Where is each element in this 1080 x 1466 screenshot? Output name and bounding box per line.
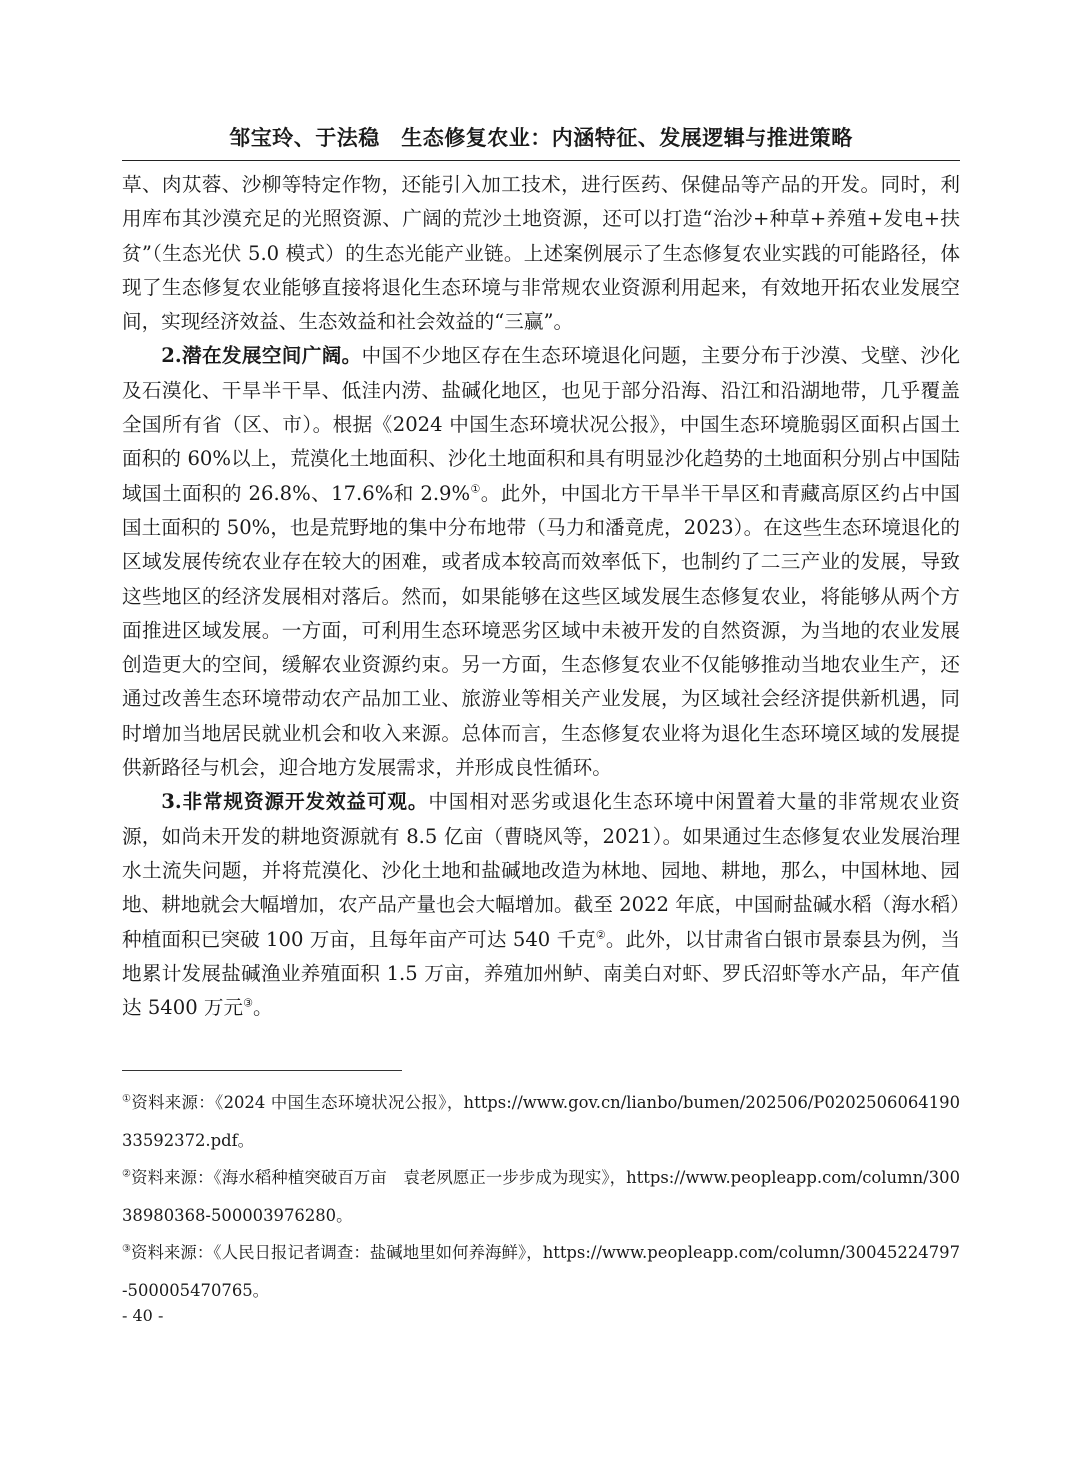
footnote-3	[122, 1234, 960, 1309]
page-number: - 40 -	[122, 1306, 164, 1325]
footnote-2-text: 资料来源：《海水稻种植突破百万亩 袁老夙愿正一步步成为现实》，https://www.peopleapp.com/column/30038980368-500003976280。	[122, 1168, 960, 1225]
footnote-ref-3[interactable]: ③	[243, 996, 253, 1010]
footnote-1-mark: ①	[122, 1093, 132, 1105]
footnote-3-mark: ③	[122, 1243, 132, 1255]
footnote-2	[122, 1159, 960, 1234]
paragraph-2-text-a: 中国不少地区存在生态环境退化问题，主要分布于沙漠、戈壁、沙化及石漠化、干旱半干旱、低洼内涝、盐碱化地区，也见于部分沿海、沿江和沿湖地带，几乎覆盖全国所有省（区、市）。根据《2024 中国生态环境状况公报》，中国生态环境脆弱区面积占国土面积的 60%以上，荒漠化土地面积、沙化土地面积和具有明显沙化趋势的土地面积分别占中国陆域国土面积的 26.8%、17.6%和 2.9%	[122, 344, 960, 505]
paragraph-1: 草、肉苁蓉、沙柳等特定作物，还能引入加工技术，进行医药、保健品等产品的开发。同时，利用库布其沙漠充足的光照资源、广阔的荒沙土地资源，还可以打造“治沙+种草+养殖+发电+扶贫”（生态光伏 5.0 模式）的生态光能产业链。上述案例展示了生态修复农业实践的可能路径，体现了生态修复农业能够直接将退化生态环境与非常规农业资源利用起来，有效地开拓农业发展空间，实现经济效益、生态效益和社会效益的“三赢”。	[122, 173, 960, 334]
paragraph-3	[122, 785, 960, 1025]
paragraph-3-text-a: 中国相对恶劣或退化生态环境中闲置着大量的非常规农业资源，如尚未开发的耕地资源就有 8.5 亿亩（曹晓风等，2021）。如果通过生态修复农业发展治理水土流失问题，并将荒漠化、沙化土地和盐碱地改造为林地、园地、耕地，那么，中国林地、园地、耕地就会大幅增加，农产品产量也会大幅增加。截至 2022 年底，中国耐盐碱水稻（海水稻）种植面积已突破 100 万亩，且每年亩产可达 540 千克	[122, 790, 960, 951]
body-text	[122, 168, 960, 1025]
footnotes	[122, 1084, 960, 1309]
running-header: 邹宝玲、于法稳 生态修复农业：内涵特征、发展逻辑与推进策略	[229, 126, 853, 150]
footnote-1-text: 资料来源：《2024 中国生态环境状况公报》，https://www.gov.cn/lianbo/bumen/202506/P020250606419033592372.pdf。	[122, 1093, 961, 1150]
header-rule	[122, 160, 960, 161]
footnote-ref-2[interactable]: ②	[595, 928, 606, 941]
paragraph-3-text-c: 。	[252, 996, 273, 1020]
paragraph-3-heading: 3.非常规资源开发效益可观。	[161, 790, 429, 814]
footnote-1	[122, 1084, 960, 1159]
footnote-rule	[122, 1070, 402, 1071]
paragraph-2	[122, 339, 960, 785]
paragraph-2-text-b: 。此外，中国北方干旱半干旱区和青藏高原区约占中国国土面积的 50%，也是荒野地的集中分布地带（马力和潘竟虎，2023）。在这些生态环境退化的区域发展传统农业存在较大的困难，或者成本较高而效率低下，也制约了二三产业的发展，导致这些地区的经济发展相对落后。然而，如果能够在这些区域发展生态修复农业，将能够从两个方面推进区域发展。一方面，可利用生态环境恶劣区域中未被开发的自然资源，为当地的农业发展创造更大的空间，缓解农业资源约束。另一方面，生态修复农业不仅能够推动当地农业生产，还通过改善生态环境带动农产品加工业、旅游业等相关产业发展，为区域社会经济提供新机遇，同时增加当地居民就业机会和收入来源。总体而言，生态修复农业将为退化生态环境区域的发展提供新路径与机会，迎合地方发展需求，并形成良性循环。	[122, 481, 960, 780]
footnote-3-text: 资料来源：《人民日报记者调查：盐碱地里如何养海鲜》，https://www.peopleapp.com/column/30045224797-500005470765。	[122, 1243, 961, 1300]
paragraph-2-heading: 2.潜在发展空间广阔。	[161, 344, 362, 368]
paragraph-3-text-b: 。此外，以甘肃省白银市景泰县为例，当地累计发展盐碱渔业养殖面积 1.5 万亩，养殖加州鲈、南美白对虾、罗氏沼虾等水产品，年产值达 5400 万元	[122, 927, 960, 1020]
footnote-ref-1[interactable]: ①	[470, 482, 481, 496]
footnote-2-mark: ②	[122, 1168, 132, 1180]
